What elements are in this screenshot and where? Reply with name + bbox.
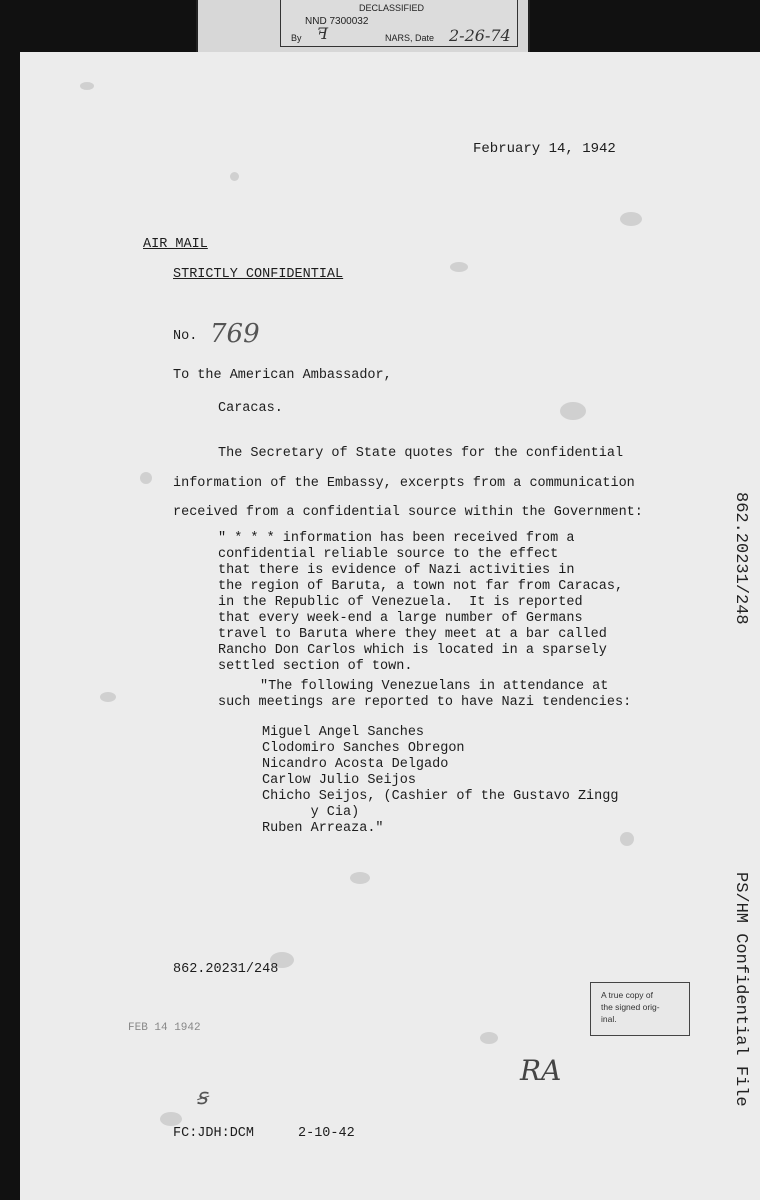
quoted-excerpt bbox=[218, 531, 698, 675]
classification-heading: STRICTLY CONFIDENTIAL bbox=[173, 267, 344, 282]
drafter-initials: ꞩ bbox=[196, 1085, 208, 1110]
quote-line: in the Republic of Venezuela. It is reported bbox=[218, 595, 583, 610]
name-item: Miguel Angel Sanches bbox=[262, 725, 425, 740]
paper-speck bbox=[450, 262, 468, 272]
addressee-line-1: To the American Ambassador, bbox=[173, 368, 392, 383]
quote2-line: such meetings are reported to have Nazi tendencies: bbox=[218, 695, 632, 710]
letter-date: February 14, 1942 bbox=[473, 141, 616, 157]
stamp-title: DECLASSIFIED bbox=[359, 3, 425, 13]
draft-date: 2-10-42 bbox=[298, 1126, 355, 1141]
declassification-stamp bbox=[196, 0, 530, 52]
stamp-nars-label: NARS, Date bbox=[385, 33, 435, 43]
name-item: Chicho Seijos, (Cashier of the Gustavo Zingg bbox=[262, 789, 619, 804]
intro-line: received from a confidential source within the Government: bbox=[173, 505, 643, 520]
name-item: Ruben Arreaza." bbox=[262, 821, 384, 836]
quote-line: travel to Baruta where they meet at a bar called bbox=[218, 627, 607, 642]
quote-line: that there is evidence of Nazi activities in bbox=[218, 563, 575, 578]
name-item: Nicandro Acosta Delgado bbox=[262, 757, 449, 772]
stamp-authority: NND 7300032 bbox=[305, 16, 369, 27]
paper-speck bbox=[350, 872, 370, 884]
quote-line: confidential reliable source to the effect bbox=[218, 547, 559, 562]
quote-line: settled section of town. bbox=[218, 659, 413, 674]
name-item: Clodomiro Sanches Obregon bbox=[262, 741, 465, 756]
stamp-date: 2-26-74 bbox=[449, 26, 511, 45]
paper-speck bbox=[160, 1112, 182, 1126]
name-item: y Cia) bbox=[262, 805, 360, 820]
paper-speck bbox=[140, 472, 152, 484]
document-page bbox=[20, 52, 760, 1200]
paper-speck bbox=[100, 692, 116, 702]
stamp-by-label: By bbox=[291, 33, 302, 43]
quote-line: " * * * information has been received from a bbox=[218, 531, 575, 546]
number-label: No. bbox=[173, 329, 198, 344]
quote-line: that every week-end a large number of Germans bbox=[218, 611, 583, 626]
names-list bbox=[262, 725, 618, 837]
file-number: 862.20231/248 bbox=[173, 962, 279, 977]
paper-speck bbox=[620, 212, 642, 226]
stamp-box bbox=[280, 0, 518, 47]
paper-speck bbox=[230, 172, 239, 181]
quote-line: the region of Baruta, a town not far from Caracas, bbox=[218, 579, 624, 594]
stamp-signature: ꟻ bbox=[317, 24, 329, 43]
true-copy-stamp bbox=[590, 982, 690, 1036]
paper-speck bbox=[560, 402, 586, 420]
intro-line: information of the Embassy, excerpts from a communication bbox=[173, 476, 635, 491]
handwritten-initials: RA bbox=[520, 1054, 562, 1087]
copy-stamp-line: inal. bbox=[601, 1014, 617, 1024]
intro-line: The Secretary of State quotes for the confidential bbox=[218, 446, 624, 461]
paper-speck bbox=[620, 832, 634, 846]
drafter-code: FC:JDH:DCM bbox=[173, 1126, 255, 1141]
copy-stamp-line: the signed orig- bbox=[601, 1002, 660, 1012]
name-item: Carlow Julio Seijos bbox=[262, 773, 416, 788]
paper-speck bbox=[480, 1032, 498, 1044]
addressee-line-2: Caracas. bbox=[218, 401, 283, 416]
margin-note: PS/HM Confidential File bbox=[731, 872, 750, 1107]
copy-stamp-line: A true copy of bbox=[601, 990, 653, 1000]
quote-line: Rancho Don Carlos which is located in a sparsely bbox=[218, 643, 607, 658]
quote2-line: "The following Venezuelans in attendance at bbox=[260, 679, 609, 694]
received-stamp: FEB 14 1942 bbox=[128, 1022, 201, 1034]
dispatch-number: 769 bbox=[210, 319, 260, 349]
delivery-method: AIR MAIL bbox=[143, 237, 208, 252]
paper-speck bbox=[80, 82, 94, 90]
margin-file-number: 862.20231/248 bbox=[731, 492, 750, 625]
